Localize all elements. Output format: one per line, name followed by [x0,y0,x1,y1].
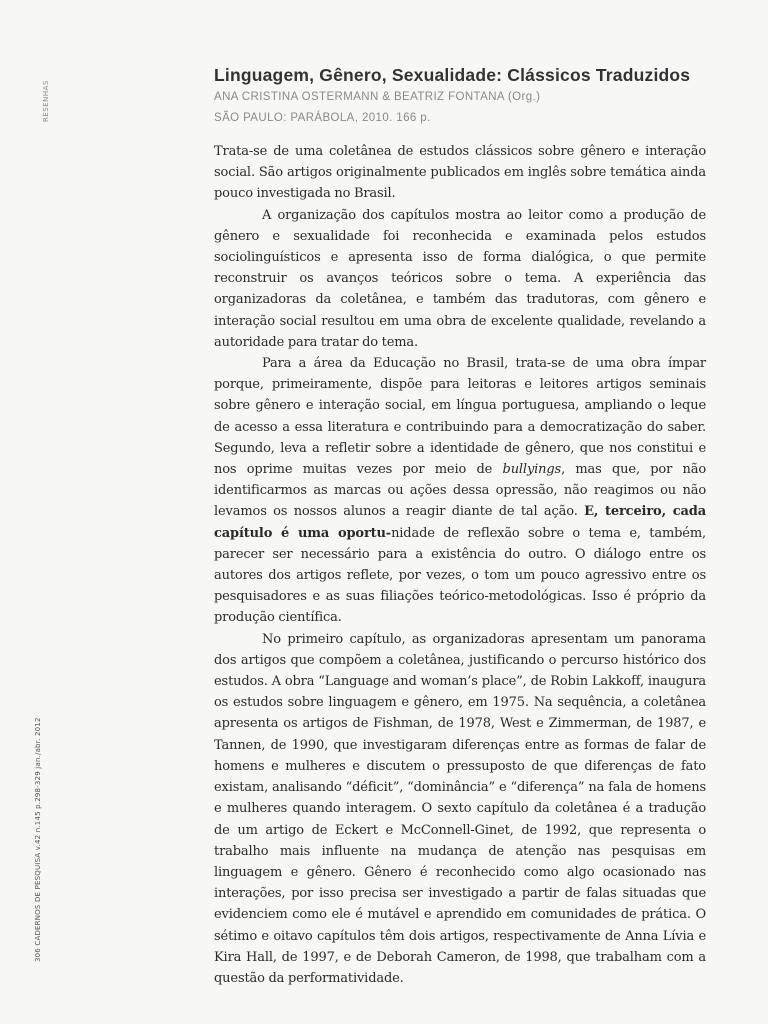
publication-info: SÃO PAULO: PARÁBOLA, 2010. 166 p. [214,112,431,124]
section-label-text: RESENHAS [42,80,50,122]
paragraph-3 [214,353,706,629]
paragraph-2: A organização dos capítulos mostra ao leitor como a produção de gênero e sexualidade foi reconhecida e examinada pelos estudos sociolinguísticos e apresenta isso de forma dialógica, o que permite reconstruir os avanços teóricos sobre o tema. A experiência das organizadoras da coletânea, e também das tradutoras, com gênero e interação social resultou em uma obra de excelente qualidade, revelando a autoridade para tratar do tema. [214,207,706,350]
book-title: Linguagem, Gênero, Sexualidade: Clássicos Traduzidos [214,65,691,85]
running-footer [34,712,44,962]
paragraph-1: Trata-se de uma coletânea de estudos clássicos sobre gênero e interação social. São artigos originalmente publicados em inglês sobre temática ainda pouco investigada no Brasil. [214,144,706,202]
paragraph-3-emphasis: bullyings [502,462,562,478]
paragraph-3-part-b: , mas que, por não identificarmos as marcas ou ações dessa opressão, não reagimos ou não levamos os nossos alunos a reagir diante de tal ação. [214,462,707,520]
review-header [214,64,714,129]
running-footer-text: 306 CADERNOS DE PESQUISA v.42 n.145 p.298-329 jan./abr. 2012 [34,717,42,962]
book-authors: ANA CRISTINA OSTERMANN & BEATRIZ FONTANA (Org.) [214,91,541,103]
paragraph-4: No primeiro capítulo, as organizadoras apresentam um panorama dos artigos que compõem a coletânea, justificando o percurso histórico dos estudos. A obra “Language and woman’s place”, de Robin Lakkoff, inaugura os estudos sobre linguagem e gênero, em 1975. Na sequência, a coletânea apresenta os artigos de Fishman, de 1978, West e Zimmerman, de 1987, e Tannen, de 1990, que investigaram diferenças entre as formas de falar de homens e mulheres e discutem o pressuposto de que diferenças de fato existam, analisando “déficit”, “dominância” e “diferença” na fala de homens e mulheres quando interagem. O sexto capítulo da coletânea é a tradução de um artigo de Eckert e McConnell-Ginet, de 1992, que representa o trabalho mais influente na mudança de atenção nas pesquisas em linguagem e gênero. Gênero é reconhecido como algo ocasionado nas interações, por isso precisa ser investigado a partir de falas situadas que evidenciem como ele é mutável e aprendido em comunidades de prática. O sétimo e oitavo capítulos têm dois artigos, respectivamente de Anna Lívia e Kira Hall, de 1997, e de Deborah Cameron, de 1998, que trabalham com a questão da performatividade. [214,631,706,986]
paragraph-3-part-a: Para a área da Educação no Brasil, trata-se de uma obra ímpar porque, primeiramente, dispõe para leitoras e leitores artigos seminais sobre gênero e interação social, em língua portuguesa, ampliando o leque de acesso a essa literatura e contribuindo para a democratização do saber. Segundo, leva a refletir sobre a identidade de gênero, que nos constitui e nos oprime muitas vezes por meio de [214,356,706,478]
paragraph-3-bold: E, terceiro, cada capítulo é uma oportu- [214,504,706,541]
review-body [214,141,706,989]
section-label [42,62,52,122]
paragraph-3-part-c: nidade de reflexão sobre o tema e, também, parecer ser necessário para a existência do outro. O diálogo entre os autores dos artigos reflete, por vezes, o tom um pouco agressivo entre os pesquisadores e as suas filiações teórico-metodológicas. Isso é próprio da produção científica. [214,525,706,626]
